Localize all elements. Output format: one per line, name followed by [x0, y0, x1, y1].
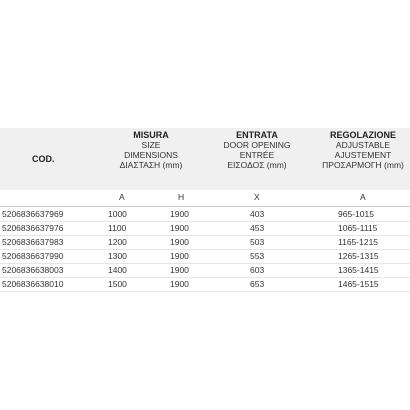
entrata-line-3: ENTRÉE [239, 150, 275, 160]
table-row [0, 235, 410, 250]
table-row [0, 249, 410, 264]
cell-a: 1100 [108, 223, 127, 233]
entrata-line-2: DOOR OPENING [223, 140, 291, 150]
cell-reg: 1065-1115 [338, 223, 378, 233]
cell-reg: 1165-1215 [338, 237, 379, 247]
cell-a: 1300 [108, 251, 127, 261]
cell-reg: 1365-1415 [338, 265, 379, 275]
cell-x: 503 [250, 237, 265, 247]
table-row [0, 277, 410, 292]
regolazione-title: REGOLAZIONE [329, 130, 396, 140]
cell-h: 1900 [170, 265, 189, 275]
cell-code: 5206836638010 [2, 279, 64, 289]
cell-reg: 1465-1515 [338, 279, 379, 289]
subheader-a2: A [360, 192, 366, 202]
subheader-h: H [178, 192, 185, 202]
cell-reg: 965-1015 [338, 209, 374, 219]
cell-x: 453 [250, 223, 265, 233]
cell-h: 1900 [170, 237, 189, 247]
cell-code: 5206836637990 [2, 251, 64, 261]
cell-x: 553 [250, 251, 265, 261]
subheader-a: A [119, 192, 125, 202]
cell-code: 5206836637969 [2, 209, 64, 219]
misura-line-3: DIMENSIONS [124, 150, 178, 160]
misura-line-4: ΔΙΑΣΤΑΣΗ (mm) [119, 160, 183, 170]
cod-header: COD. [32, 154, 55, 164]
subheader-row [0, 190, 410, 207]
cell-h: 1900 [170, 209, 189, 219]
misura-title: MISURA [133, 130, 169, 140]
cell-code: 5206836637983 [2, 237, 64, 247]
cell-code: 5206836638003 [2, 265, 64, 275]
cell-code: 5206836637976 [2, 223, 64, 233]
subheader-x: X [254, 192, 260, 202]
regolazione-line-3: AJUSTEMENT [334, 150, 392, 160]
cell-x: 403 [250, 209, 265, 219]
cell-h: 1900 [170, 279, 189, 289]
cell-a: 1400 [108, 265, 127, 275]
entrata-header [223, 130, 290, 170]
table-row [0, 221, 410, 236]
entrata-title: ENTRATA [236, 130, 278, 140]
cell-x: 603 [250, 265, 265, 275]
cell-h: 1900 [170, 223, 189, 233]
regolazione-header [322, 130, 404, 170]
cell-a: 1000 [108, 209, 127, 219]
misura-line-2: SIZE [141, 140, 161, 150]
cell-a: 1500 [108, 279, 127, 289]
table-row [0, 207, 410, 222]
entrata-line-4: ΕΙΣΟΔΟΣ (mm) [227, 160, 287, 170]
cell-a: 1200 [108, 237, 127, 247]
cell-reg: 1265-1315 [338, 251, 379, 261]
cell-h: 1900 [170, 251, 189, 261]
table-row [0, 263, 410, 278]
misura-header [120, 130, 183, 170]
cell-x: 653 [250, 279, 265, 289]
regolazione-line-4: ΠΡΟΣΑΡΜΟΓΗ (mm) [322, 160, 404, 170]
regolazione-line-2: ADJUSTABLE [335, 140, 391, 150]
